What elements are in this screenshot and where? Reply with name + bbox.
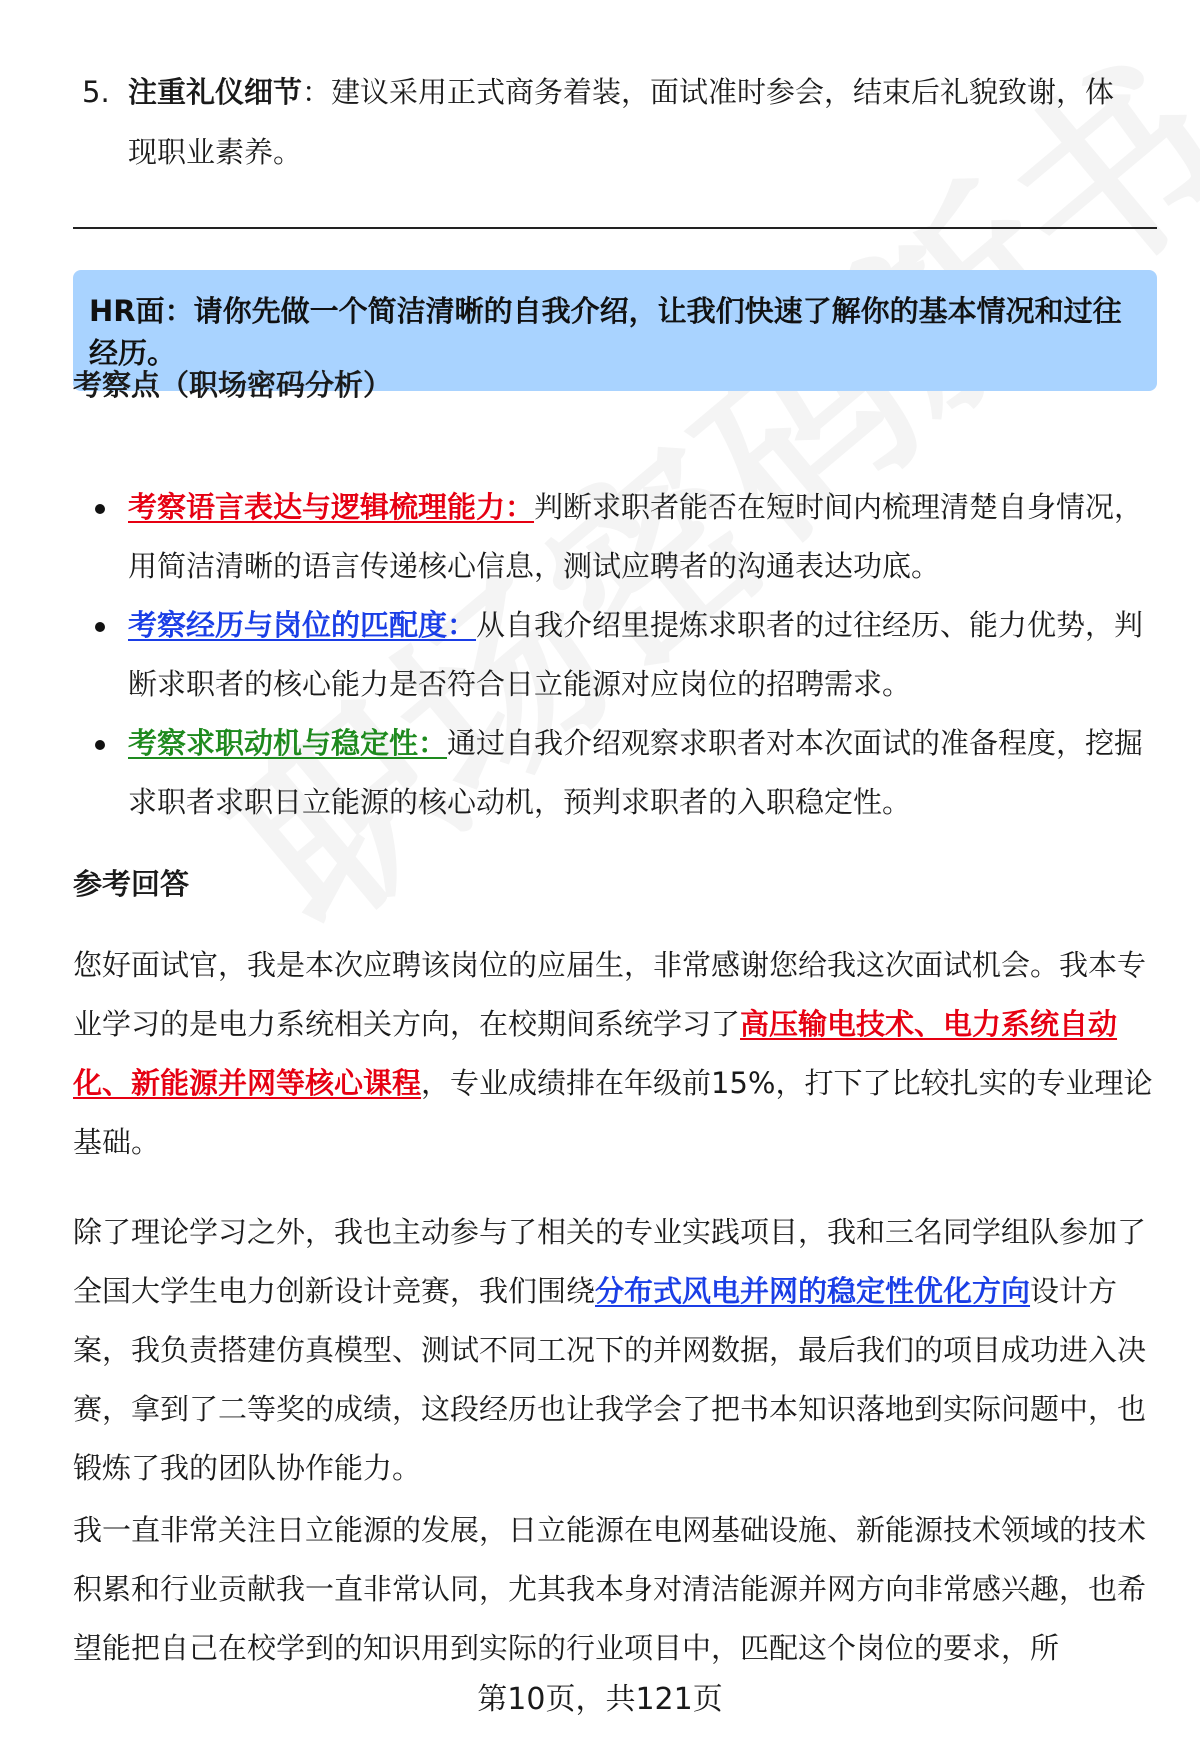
answer-paragraph-2: 除了理论学习之外，我也主动参与了相关的专业实践项目，我和三名同学组队参加了全国大学生电力创新设计竞赛，我们围绕分布式风电并网的稳定性优化方向设计方案，我负责搭建仿真模型、测试不同工况下的并网数据，最后我们的项目成功进入决赛，拿到了二等奖的成绩，这段经历也让我学会了把书本知识落地到实际问题中，也锻炼了我的团队协作能力。	[73, 1215, 1147, 1485]
answer-heading: 参考回答	[73, 867, 190, 901]
point-keyword: 考察求职动机与稳定性：	[128, 726, 448, 760]
bullet-icon	[95, 504, 105, 514]
answer-paragraph-1: 您好面试官，我是本次应聘该岗位的应届生，非常感谢您给我这次面试机会。我本专业学习的是电力系统相关方向，在校期间系统学习了高压输电技术、电力系统自动化、新能源并网等核心课程，专业成绩排在年级前15%，打下了比较扎实的专业理论基础。	[73, 948, 1153, 1159]
page-number: 第10页，共121页	[477, 1682, 723, 1717]
bullet-icon	[95, 740, 105, 750]
list-item-title: 注重礼仪细节	[128, 75, 303, 109]
list-item	[73, 714, 1157, 832]
analysis-heading: 考察点（职场密码分析）	[73, 368, 393, 402]
point-text: 通过自我介绍观察求职者对本次面试的准备程度，挖掘求职者求职日立能源的核心动机，预判求职者的入职稳定性。	[128, 726, 1144, 819]
list-item	[73, 478, 1157, 596]
horizontal-divider	[73, 227, 1157, 229]
highlight-text: 分布式风电并网的稳定性优化方向	[595, 1274, 1031, 1308]
analysis-points	[73, 478, 1157, 832]
point-text: 从自我介绍里提炼求职者的过往经历、能力优势，判断求职者的核心能力是否符合日立能源对应岗位的招聘需求。	[128, 608, 1144, 701]
bullet-icon	[95, 622, 105, 632]
list-number: 5.	[82, 75, 110, 109]
answer-paragraph-3: 我一直非常关注日立能源的发展，日立能源在电网基础设施、新能源技术领域的技术积累和行业贡献我一直非常认同，尤其我本身对清洁能源并网方向非常感兴趣，也希望能把自己在校学到的知识用到实际的行业项目中，匹配这个岗位的要求，所	[73, 1513, 1147, 1665]
question-text: HR面：请你先做一个简洁清晰的自我介绍，让我们快速了解你的基本情况和过往经历。	[89, 294, 1122, 370]
point-keyword: 考察经历与岗位的匹配度：	[128, 608, 477, 642]
point-text: 判断求职者能否在短时间内梳理清楚自身情况，用简洁清晰的语言传递核心信息，测试应聘者的沟通表达功底。	[128, 490, 1144, 583]
list-item-text: ：建议采用正式商务着装，面试准时参会，结束后礼貌致谢，体现职业素养。	[128, 75, 1115, 169]
point-keyword: 考察语言表达与逻辑梳理能力：	[128, 490, 535, 524]
highlight-text: 高压输电技术、电力系统自动化、新能源并网等核心课程	[73, 1007, 1118, 1100]
list-item	[73, 596, 1157, 714]
